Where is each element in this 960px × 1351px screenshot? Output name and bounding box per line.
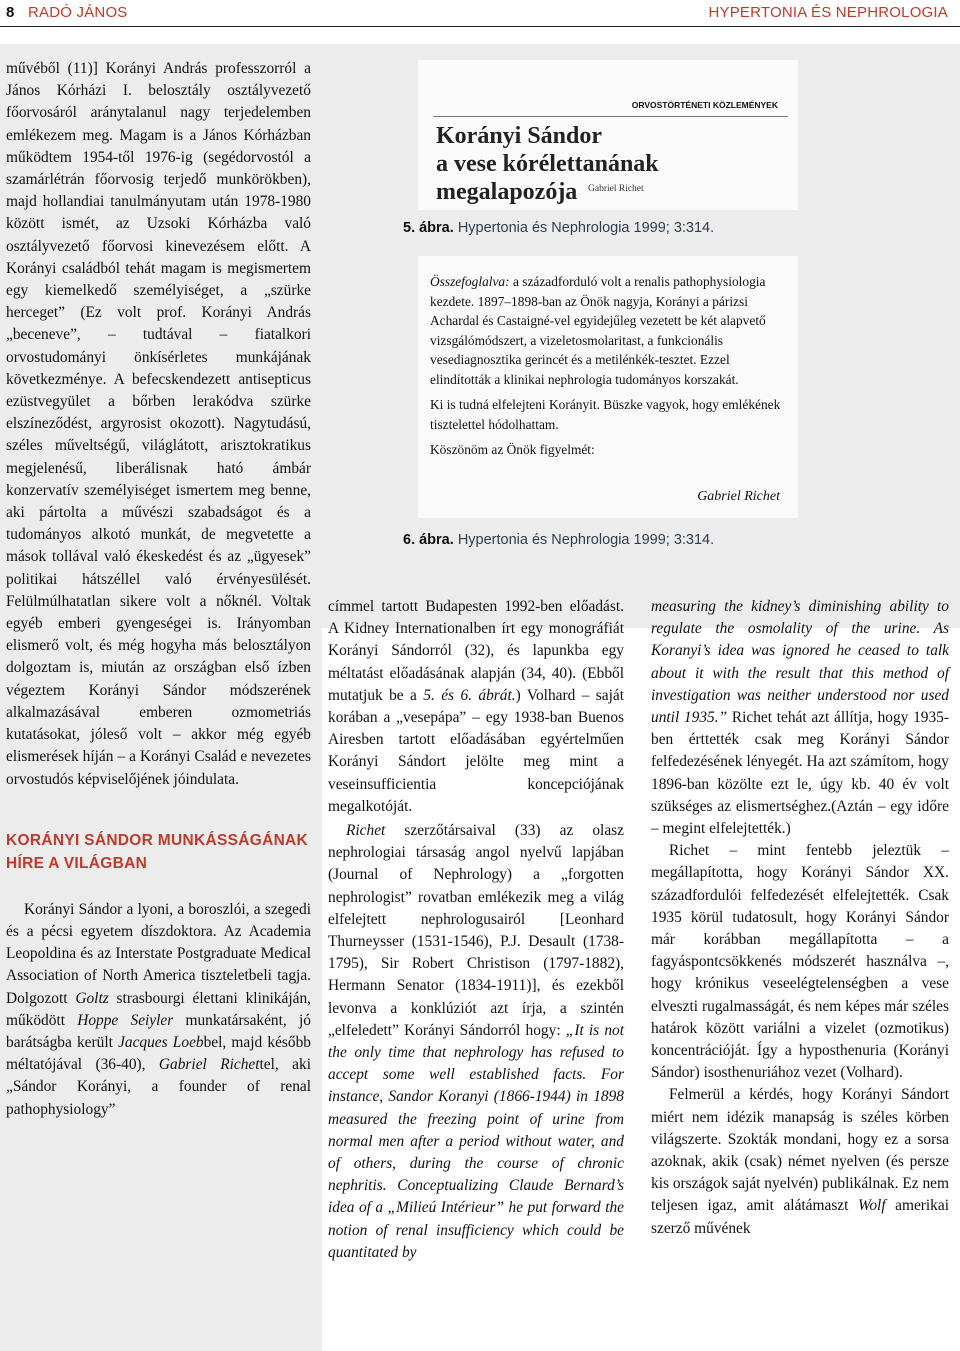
column-3-paragraph-2: Richet – mint fentebb jeleztük – megállapította, hogy Korányi Sándor XX. századfordulói felfedezését elfelejtették. Csak 1935 körül tudatosult, hogy Korányi Sándor már korábban megállapította – a fagyáspontcsökkenés módszerét használva –, hogy krónikus veseelégtelenségben a vese elveszti rugalmasságát, és nem képes már széles határok között variálni a vizelet (ozmotikus) koncentrációját. Így a hyposthenuria (Korányi Sándor) isosthenuriához vezet (Volhard).	[651, 842, 949, 1082]
name-goltz: Goltz	[75, 989, 109, 1007]
page-number: 8	[6, 4, 15, 21]
figure-6-abstract	[430, 272, 786, 389]
figure-5-caption-label: 5. ábra.	[403, 220, 454, 236]
figure-6-paragraph-3: Köszönöm az Önök figyelmét:	[430, 442, 595, 457]
column-2-paragraph-2	[328, 820, 624, 1264]
figure-5-author: Gabriel Richet	[588, 184, 644, 194]
figure-5-title-line2: a vese kórélettanának megalapozója	[436, 151, 659, 205]
text-span: Korányi Sándor a lyoni, a boroszlói, a szegedi és a pécsi egyetem díszdoktora. Az Academia Leopoldina és az Interstate Postgraduate Medical Association of North America tiszteletbeli tagja. Dolgozott	[6, 900, 311, 1007]
figure-6-abstract-label: Összefoglalva:	[430, 274, 510, 289]
text-span: strasbourgi élettani klinikáján, működött	[6, 989, 311, 1029]
running-journal-title: HYPERTONIA ÉS NEPHROLOGIA	[708, 4, 948, 21]
text-span: amerikai szerző művének	[651, 1197, 949, 1237]
text-span: munkatársaként, jó barátságba került	[6, 1011, 311, 1051]
figure-5-rule	[433, 116, 788, 117]
figure-6-signature: Gabriel Richet	[697, 488, 780, 504]
section-heading: KORÁNYI SÁNDOR MUNKÁSSÁGÁNAK HÍRE A VILÁGBAN	[6, 831, 309, 872]
figure-5-title-line1: Korányi Sándor	[436, 123, 603, 149]
figure-5-section-label: ORVOSTÖRTÉNETI KÖZLEMÉNYEK	[631, 100, 778, 110]
figure-6-abstract-text: a századforduló volt a renalis pathophysiologia kezdete. 1897–1898-ban az Önök nagyja, Korányi a párizsi Achardal és Castaigné-vel egyidejűleg vezetett be két alapvető vizsgálómódszert, a vizeletosmolaritast, a funkcionális vesediagnosztika gerincét és a metilénkék-tesztet. Ezzel elindították a klinikai nephrologia tudományos korszakát.	[430, 274, 766, 387]
name-wolf: Wolf	[857, 1197, 886, 1215]
column-2-paragraph-1	[328, 596, 624, 818]
figure-5-image	[418, 60, 798, 210]
figure-6-caption-label: 6. ábra.	[403, 532, 454, 548]
name-gabriel-richet: Gabriel Richet	[158, 1056, 260, 1074]
name-jacques-loeb: Jacques Loeb	[118, 1033, 204, 1051]
figure-6-caption	[403, 532, 714, 548]
text-column-3	[651, 596, 949, 1240]
name-richet: Richet	[346, 822, 386, 840]
richet-quote: „It is not the only time that nephrology has refused to accept some well established facts. For instance, Sandor Koranyi (1866-1944) in 1898 measured the freezing point of urine from normal men after a period without water, and of others, during the course of chronic nephritis. Conceptualizing Claude Bernard’s idea of a „Milieú Intérieur” he put forward the notion of renal insufficiency which could be quantitated by	[328, 1021, 624, 1261]
page-header	[0, 0, 960, 27]
text-span: bel, majd később méltatójával (36-40),	[6, 1033, 311, 1074]
figure-6-caption-text: Hypertonia és Nephrologia 1999; 3:314.	[457, 532, 715, 548]
column-3-paragraph-1	[651, 596, 949, 840]
name-hoppe-seiyler: Hoppe Seiyler	[77, 1011, 174, 1029]
text-column-2	[328, 596, 624, 1264]
text-span: Richet tehát azt állítja, hogy 1935- ben érttették csak meg Korányi Sándor felfedezésének lényegét. Ha azt számítom, hogy 1896-ban közölte ezt le, úgy kb. 40 év volt szükséges az elismertséghez.(Aztán – egy időre – megint elfelejtették.)	[651, 709, 949, 838]
column-3-paragraph-3	[651, 1084, 949, 1239]
text-span: tel, aki „Sándor Korányi, a founder of renal pathophysiology”	[6, 1056, 311, 1118]
figure-5-caption	[403, 220, 714, 236]
figure-5-caption-text: Hypertonia és Nephrologia 1999; 3:314.	[457, 220, 715, 236]
figure-6-image	[418, 256, 798, 518]
text-span: címmel tartott Budapesten 1992-ben előadást. A Kidney Internationalben írt egy monográfiát Korányi Sándorról (32), és lapunkba egy méltatást előadásának alapján (34, 40). (Ebből mutatjuk be a	[328, 598, 624, 704]
text-span: szerzőtársaival (33) az olasz nephrologiai társaság angol nyelvű lapjában (Journal of Nephrology) a „forgotten nephrologist” rovatban emlékezik meg a világ elfelejtett nephrologusairól [Leonhard Thurneysser (1531-1546), P.J. Desault (1738-1795), Sir Robert Christison (1797-1882), Hermann Senator (1834-1911)], és ezekből levonva a konklúziót azt írja, a szintén „elfeledett” Korányi Sándorról hogy:	[328, 822, 624, 1039]
richet-quote-continued: measuring the kidney’s diminishing ability to regulate the osmolality of the urine. As Koranyi’s idea was ignored he ceased to talk about it with the result that this method of investigation was neither understood nor used until 1935.”	[651, 598, 949, 727]
column-1-paragraph-1: művéből (11)] Korányi András professzorról a János Kórházi I. belosztály osztályvezető főorvosáról aránytalanul nagy terjedelemben emlékezem meg. Magam is a János Kórházban működtem 1954-től 1976-ig (segédorvostól a szamárlétrán főorvosig terjedő munkörökben), majd hollandiai tanulmányutam után 1978-1980 között ismét, az Uzsoki Kórházba való osztályvezető főorvosi kinevezésem előtt. A Korányi családból tehát magam is megismertem egy kiemelkedő személyiséget, a „szürke herceget” (Ez volt prof. Korányi András „beceneve”, – tudtával – fiatalkori orvostudományi önkísérletes munkájának következménye. A befecskendezett antisepticus ezüstvegyület a bőrben lerakódva szürke elszíneződést, argyrosist okozott). Nagytudású, széles műveltségű, világlátott, arisztokratikus megjelenésű, liberálisnak ható ámbár konzervatív személyiséget ismertem meg benne, aki pártolta a művészi szabadságot és a tudományos alkotó munkát, de megvetette a mások tollával való ékeskedést és az „ügyesek” politikai hátszéllel való érvényesülését. Felülmúlhatatlan sikere volt a nőknél. Voltak egyéb emberi gyengeségei is. Irányomban elismerő volt, és még hogyha más belosztályon dolgoztam is, miután az országban első ízben végeztem Korányi Sándor módszerének alkalmazásával emberen ozmometriás kutatásokat, jóleső volt – akkor még egyéb elismerések híján – a Korányi Család e nevezetes orvostudós képviselőjének jóindulata.	[6, 60, 311, 788]
text-span: ) Volhard – saját korában a „vesepápa” – egy 1938-ban Buenos Airesben tartott előadásában egyértelműen Korányi Sándort jelölte meg mint a veseinsufficientia koncepciójának megalkotóját.	[328, 686, 624, 815]
text-column-1	[6, 58, 311, 1121]
column-1-paragraph-2	[6, 899, 311, 1121]
running-author: RADÓ JÁNOS	[28, 4, 128, 21]
text-span: Felmerül a kérdés, hogy Korányi Sándort miért nem idézik manapság is széles körben világszerte. Szokták mondani, hogy ez a sorsa azoknak, akik (csak) német nyelven (és persze kis országok saját nyelvén) publikálnak. Ez nem teljesen igaz, amit alátámaszt	[651, 1086, 949, 1215]
figure-reference: 5. és 6. ábrát.	[423, 686, 516, 704]
figure-6-paragraph-2: Ki is tudná elfelejteni Korányit. Büszke vagyok, hogy emlékének tisztelettel hódolhattam.	[430, 397, 781, 432]
